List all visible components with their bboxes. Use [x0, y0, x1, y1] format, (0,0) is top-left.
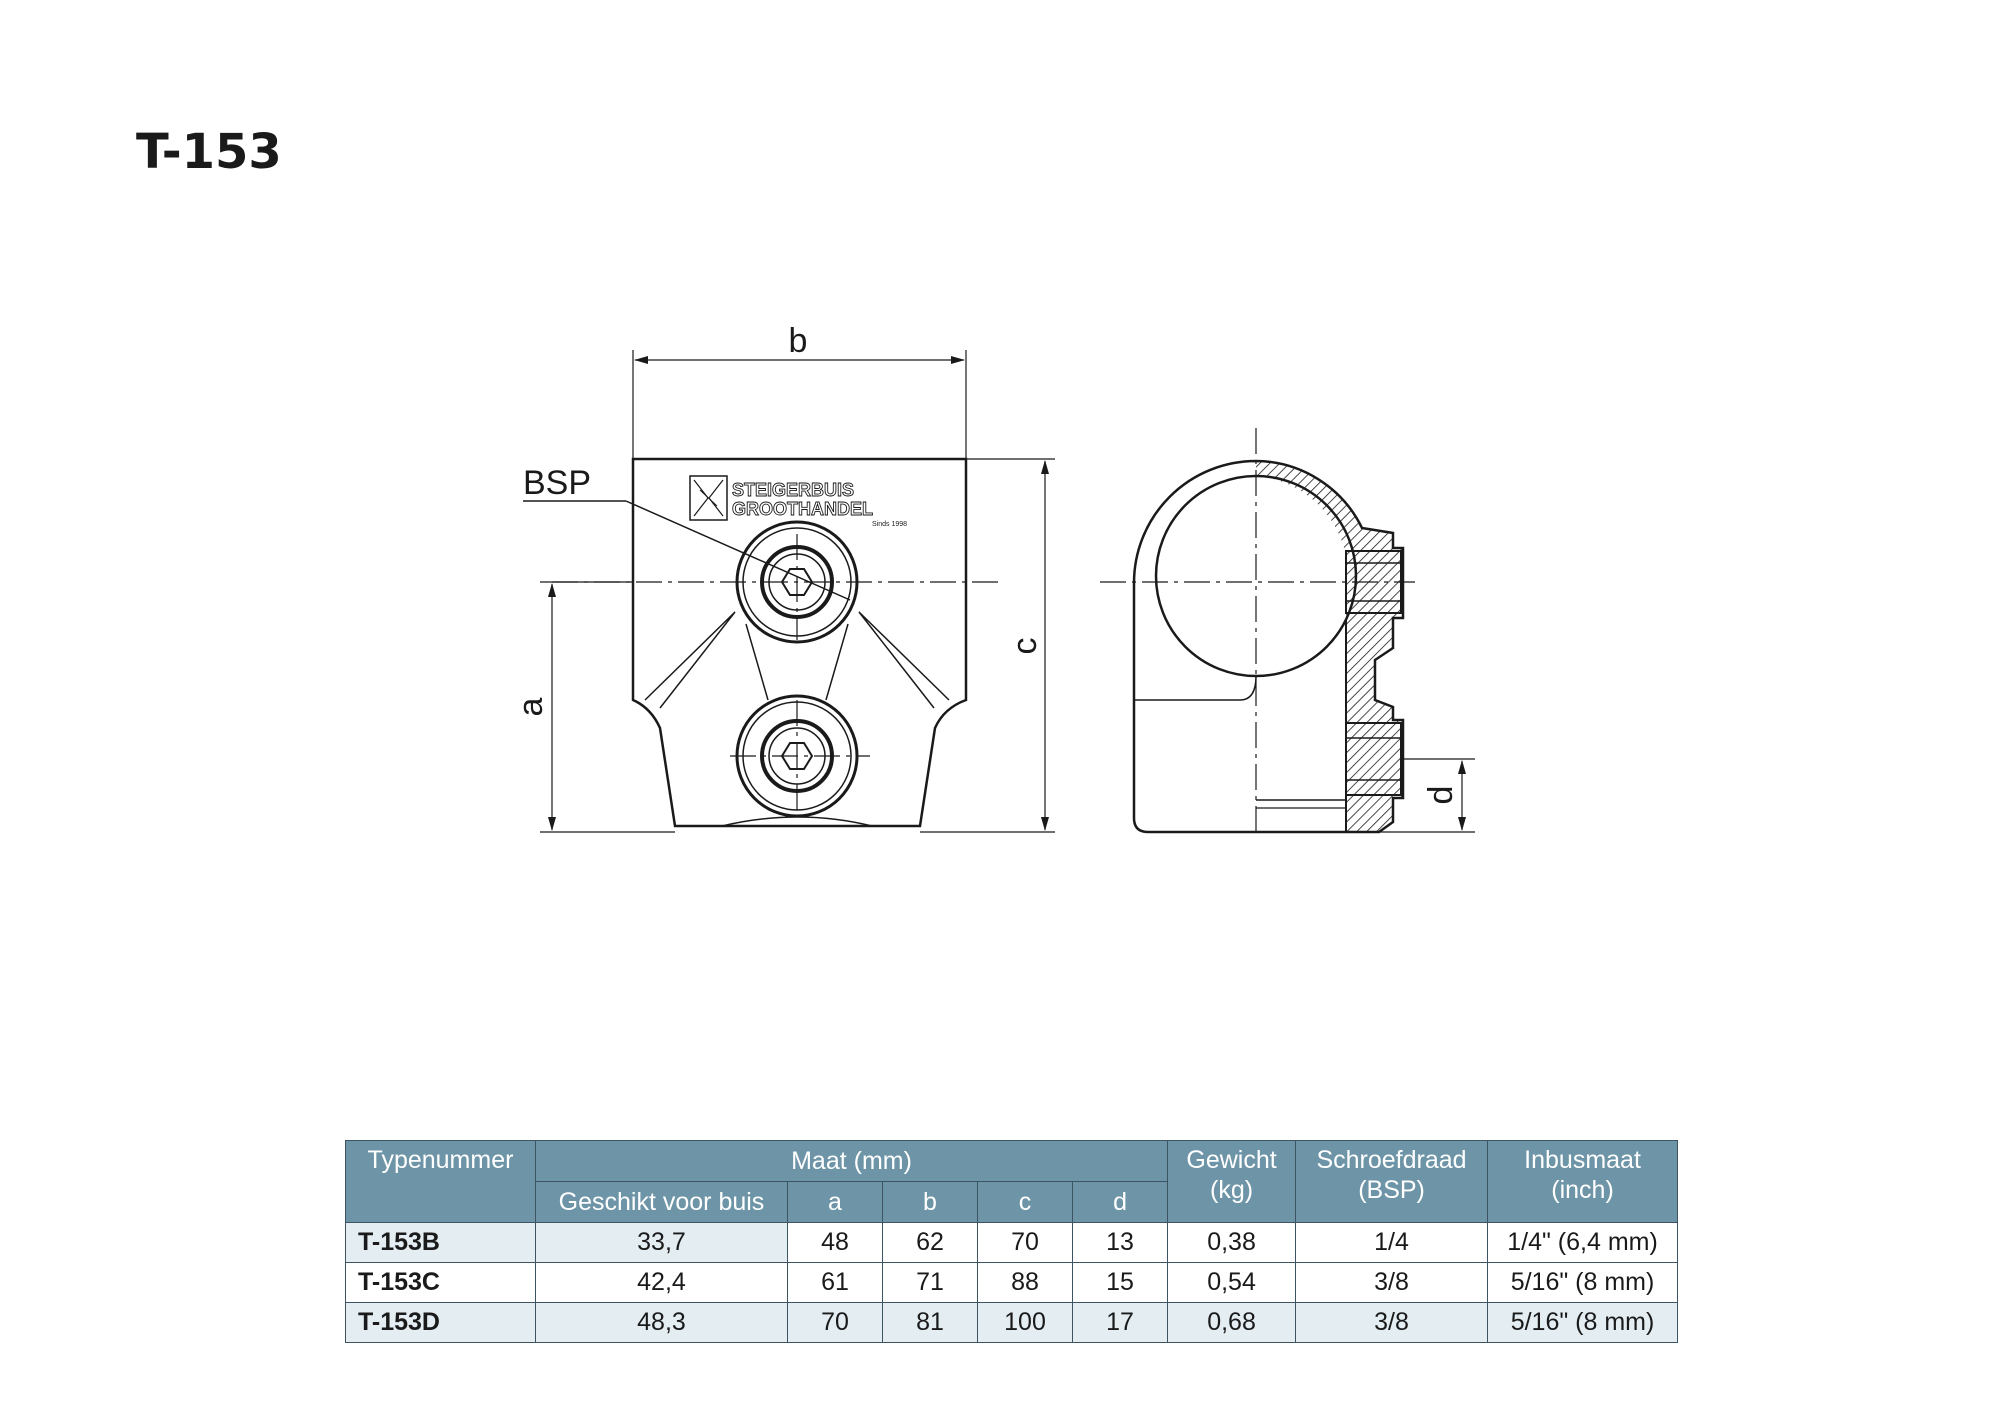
- header-a: a: [788, 1182, 883, 1223]
- header-thread: Schroefdraad (BSP): [1296, 1141, 1488, 1223]
- header-d: d: [1073, 1182, 1168, 1223]
- cell-type: T-153D: [346, 1303, 536, 1343]
- cell-hex: 5/16" (8 mm): [1488, 1303, 1678, 1343]
- cell-thread: 3/8: [1296, 1303, 1488, 1343]
- page-title: T-153: [136, 124, 282, 180]
- table-row: [346, 1223, 1678, 1263]
- header-suitable: Geschikt voor buis: [536, 1182, 788, 1223]
- cell-b: 71: [883, 1263, 978, 1303]
- cell-d: 17: [1073, 1303, 1168, 1343]
- cell-a: 61: [788, 1263, 883, 1303]
- cell-thread: 3/8: [1296, 1263, 1488, 1303]
- cell-b: 81: [883, 1303, 978, 1343]
- table-row: [346, 1263, 1678, 1303]
- dim-b-label: b: [788, 322, 808, 360]
- cell-thread: 1/4: [1296, 1223, 1488, 1263]
- cell-type: T-153B: [346, 1223, 536, 1263]
- header-c: c: [978, 1182, 1073, 1223]
- bsp-label: BSP: [523, 464, 592, 502]
- logo-line1: STEIGERBUIS: [732, 480, 855, 500]
- cell-c: 70: [978, 1223, 1073, 1263]
- cell-weight: 0,54: [1168, 1263, 1296, 1303]
- cell-suitable: 42,4: [536, 1263, 788, 1303]
- dim-a-label: a: [512, 697, 550, 717]
- header-weight: Gewicht (kg): [1168, 1141, 1296, 1223]
- cell-suitable: 48,3: [536, 1303, 788, 1343]
- cell-d: 15: [1073, 1263, 1168, 1303]
- cell-c: 100: [978, 1303, 1073, 1343]
- cell-hex: 1/4" (6,4 mm): [1488, 1223, 1678, 1263]
- spec-table: [345, 1140, 1678, 1343]
- cell-a: 70: [788, 1303, 883, 1343]
- cell-weight: 0,38: [1168, 1223, 1296, 1263]
- table-row: [346, 1303, 1678, 1343]
- header-type: Typenummer: [346, 1141, 536, 1223]
- header-size-group: Maat (mm): [536, 1141, 1168, 1182]
- cell-suitable: 33,7: [536, 1223, 788, 1263]
- header-b: b: [883, 1182, 978, 1223]
- cell-c: 88: [978, 1263, 1073, 1303]
- cell-weight: 0,68: [1168, 1303, 1296, 1343]
- logo-line3: Sinds 1998: [872, 521, 908, 528]
- header-hex: Inbusmaat (inch): [1488, 1141, 1678, 1223]
- dim-d-label: d: [1422, 785, 1460, 805]
- cell-d: 13: [1073, 1223, 1168, 1263]
- logo-line2: GROOTHANDEL: [732, 499, 873, 519]
- cell-b: 62: [883, 1223, 978, 1263]
- cell-type: T-153C: [346, 1263, 536, 1303]
- dim-c-label: c: [1006, 637, 1044, 655]
- cell-a: 48: [788, 1223, 883, 1263]
- table-header-row-1: [346, 1141, 1678, 1182]
- logo: [690, 476, 727, 520]
- cell-hex: 5/16" (8 mm): [1488, 1263, 1678, 1303]
